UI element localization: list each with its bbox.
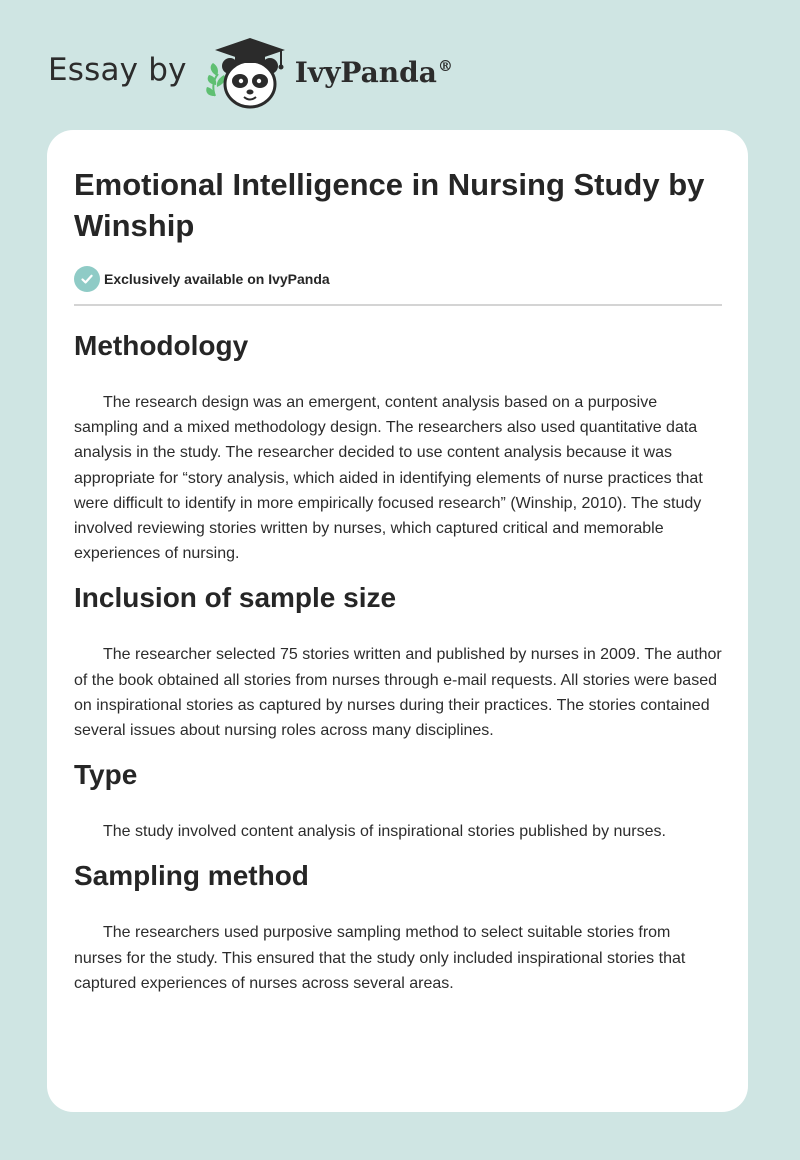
section-inclusion-of-sample-size <box>74 581 722 743</box>
section-sampling-method <box>74 859 722 996</box>
essay-card <box>47 130 748 1112</box>
section-heading: Inclusion of sample size <box>74 582 397 614</box>
section-heading: Type <box>74 759 138 791</box>
brand-header <box>48 34 453 114</box>
section-paragraph: The study involved content analysis of inspirational stories published by nurses. <box>103 823 666 841</box>
registered-mark: ® <box>437 57 453 76</box>
essay-title: Emotional Intelligence in Nursing Study by Winship <box>74 167 705 243</box>
title-divider <box>74 304 722 306</box>
exclusive-label: Exclusively available on IvyPanda <box>104 271 330 287</box>
section-heading: Sampling method <box>74 860 309 892</box>
section-methodology <box>74 329 722 566</box>
brand-prefix: Essay by <box>48 52 187 88</box>
section-heading: Methodology <box>74 330 249 361</box>
section-paragraph: The researcher selected 75 stories written and published by nurses in 2009. The author of the book obtained all stories from nurses through e-mail requests. All stories were based on inspirational stories as captured by nurses during their practices. The stories contained several issues about nursing roles across many disciplines. <box>74 646 722 740</box>
section-paragraph: The research design was an emergent, content analysis based on a purposive sampling and a mixed methodology design. The researchers also used quantitative data analysis in the study. The researcher decided to use content analysis because it was appropriate for “story analysis, which aided in identifying elements of nurse practices that were difficult to identify in more empirically focused research” (Winship, 2010). The study involved reviewing stories written by nurses, which captured critical and memorable experiences of nursing. <box>74 394 703 563</box>
exclusive-badge <box>74 265 722 293</box>
panda-graduate-logo-icon <box>203 36 291 112</box>
brand-name: IvyPanda® <box>294 55 453 89</box>
section-paragraph: The researchers used purposive sampling method to select suitable stories from nurses for the study. This ensured that the study only included inspirational stories that captured experiences of nurses across several areas. <box>74 924 686 992</box>
check-circle-icon <box>74 266 100 292</box>
section-type <box>74 758 722 844</box>
